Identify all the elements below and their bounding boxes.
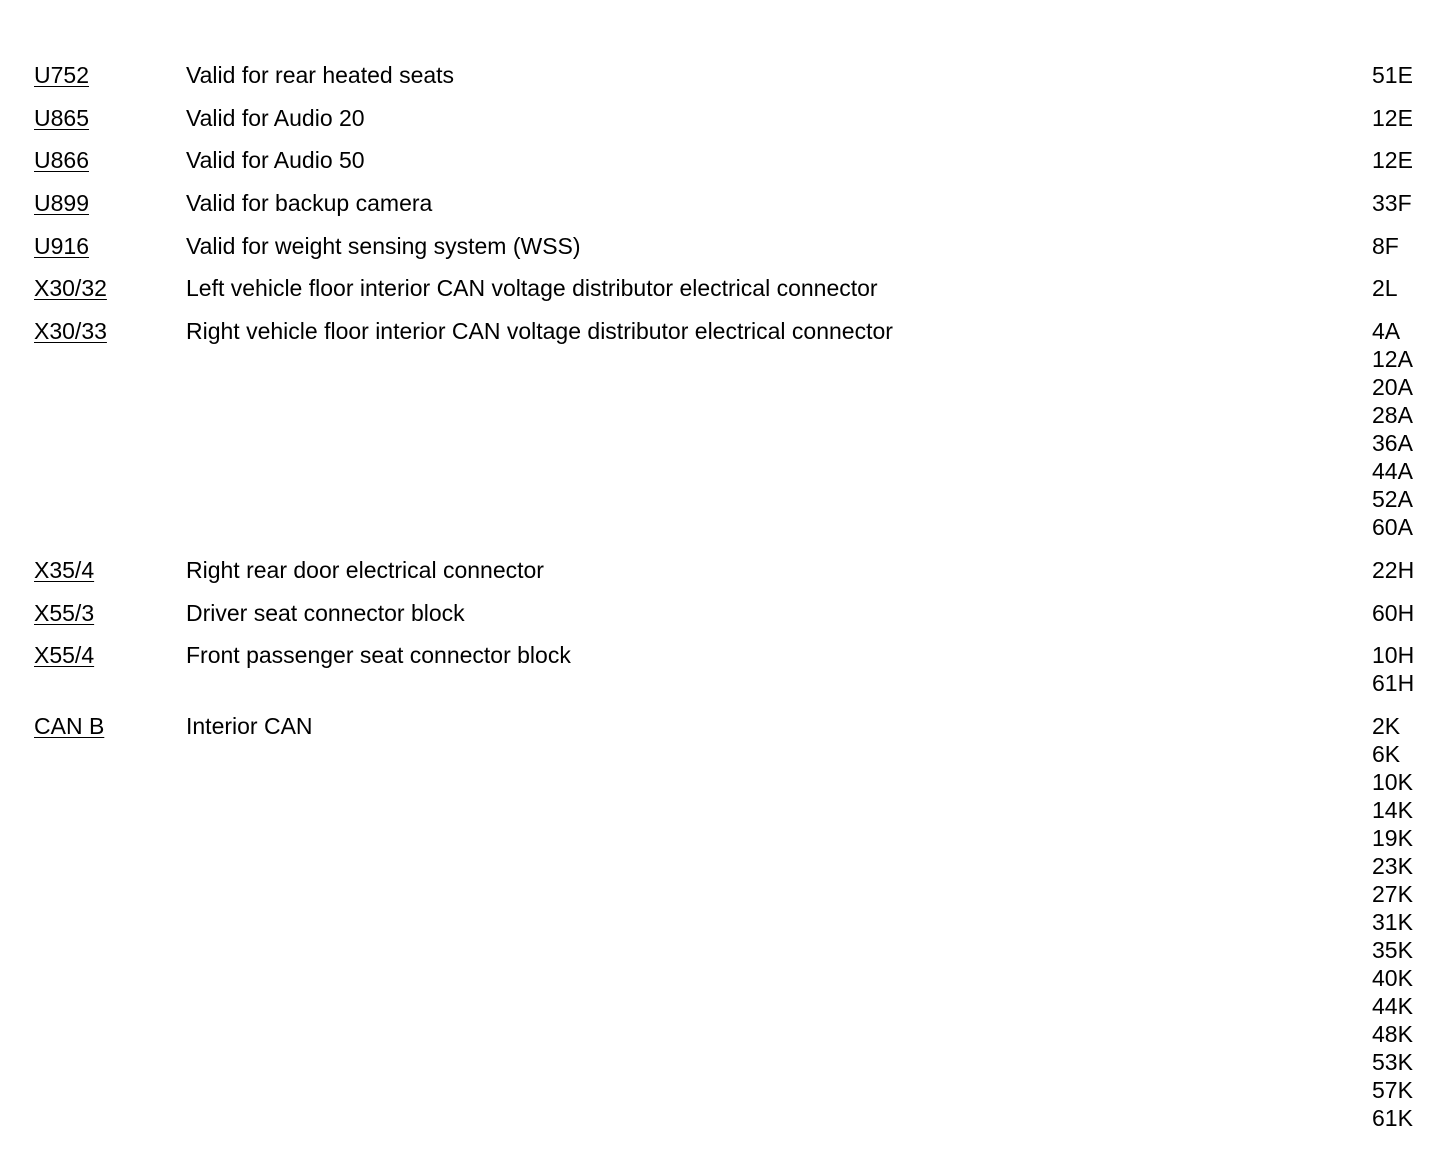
legend-row-u899: [0, 189, 1456, 217]
component-code-link[interactable]: U865: [34, 104, 89, 131]
grid-reference: 61K: [1372, 1104, 1413, 1131]
grid-reference: 12E: [1372, 104, 1413, 131]
legend-row-x55-3: [0, 599, 1456, 627]
grid-reference: 2L: [1372, 275, 1398, 302]
grid-reference: 8F: [1372, 232, 1399, 259]
grid-reference: 44K: [1372, 992, 1413, 1019]
grid-reference-list: [1372, 641, 1442, 697]
grid-reference-list: [1372, 556, 1442, 584]
component-description: Left vehicle floor interior CAN voltage distributor electrical connector: [186, 275, 878, 302]
grid-reference: 4A: [1372, 318, 1401, 345]
grid-reference: 12A: [1372, 346, 1413, 373]
component-description: Driver seat connector block: [186, 599, 465, 626]
grid-reference: 31K: [1372, 908, 1413, 935]
grid-reference: 6K: [1372, 740, 1401, 767]
component-legend-list: [0, 61, 1456, 1147]
component-description: Right rear door electrical connector: [186, 556, 544, 583]
grid-reference-list: [1372, 712, 1442, 1132]
component-description: Valid for Audio 50: [186, 147, 365, 174]
component-code-link[interactable]: X30/33: [34, 318, 107, 345]
component-description: Valid for backup camera: [186, 190, 433, 217]
grid-reference: 20A: [1372, 374, 1413, 401]
grid-reference: 27K: [1372, 880, 1413, 907]
grid-reference: 22H: [1372, 556, 1415, 583]
grid-reference-list: [1372, 146, 1442, 174]
legend-row-u866: [0, 146, 1456, 174]
grid-reference: 10K: [1372, 768, 1413, 795]
grid-reference: 53K: [1372, 1048, 1413, 1075]
grid-reference: 44A: [1372, 458, 1413, 485]
grid-reference-list: [1372, 317, 1442, 541]
legend-row-u916: [0, 232, 1456, 260]
grid-reference: 19K: [1372, 824, 1413, 851]
component-code-link[interactable]: U916: [34, 232, 89, 259]
grid-reference: 40K: [1372, 964, 1413, 991]
grid-reference: 36A: [1372, 430, 1413, 457]
component-description: Front passenger seat connector block: [186, 642, 571, 669]
legend-row-x30-33: [0, 317, 1456, 541]
grid-reference-list: [1372, 599, 1442, 627]
component-description: Valid for rear heated seats: [186, 62, 455, 88]
grid-reference: 52A: [1372, 486, 1413, 513]
legend-row-x35-4: [0, 556, 1456, 584]
grid-reference: 35K: [1372, 936, 1413, 963]
grid-reference-list: [1372, 274, 1442, 302]
legend-row-x55-4: [0, 641, 1456, 697]
grid-reference: 61H: [1372, 670, 1415, 697]
grid-reference-list: [1372, 189, 1442, 217]
component-code-link[interactable]: X30/32: [34, 275, 107, 302]
legend-row-u752: [0, 61, 1456, 89]
component-description: Valid for Audio 20: [186, 104, 365, 131]
grid-reference-list: [1372, 232, 1442, 260]
component-code-link[interactable]: U866: [34, 147, 89, 174]
grid-reference: 51E: [1372, 62, 1413, 88]
grid-reference: 57K: [1372, 1076, 1413, 1103]
grid-reference: 10H: [1372, 642, 1415, 669]
legend-row-can-b: [0, 712, 1456, 1132]
grid-reference-list: [1372, 61, 1442, 89]
component-description: Valid for weight sensing system (WSS): [186, 232, 581, 259]
grid-reference: 14K: [1372, 796, 1413, 823]
grid-reference: 28A: [1372, 402, 1413, 429]
legend-row-x30-32: [0, 274, 1456, 302]
component-code-link[interactable]: CAN B: [34, 712, 105, 739]
grid-reference: 60A: [1372, 514, 1413, 541]
component-code-link[interactable]: U752: [34, 62, 89, 88]
component-code-link[interactable]: X35/4: [34, 556, 95, 583]
component-code-link[interactable]: X55/4: [34, 642, 95, 669]
legend-row-u865: [0, 104, 1456, 132]
grid-reference-list: [1372, 104, 1442, 132]
grid-reference: 23K: [1372, 852, 1413, 879]
grid-reference: 12E: [1372, 147, 1413, 174]
grid-reference: 33F: [1372, 190, 1412, 217]
component-description: Right vehicle floor interior CAN voltage distributor electrical connector: [186, 318, 893, 345]
component-code-link[interactable]: U899: [34, 190, 89, 217]
component-description: Interior CAN: [186, 712, 313, 739]
grid-reference: 60H: [1372, 599, 1415, 626]
grid-reference: 2K: [1372, 712, 1401, 739]
grid-reference: 48K: [1372, 1020, 1413, 1047]
component-code-link[interactable]: X55/3: [34, 599, 95, 626]
